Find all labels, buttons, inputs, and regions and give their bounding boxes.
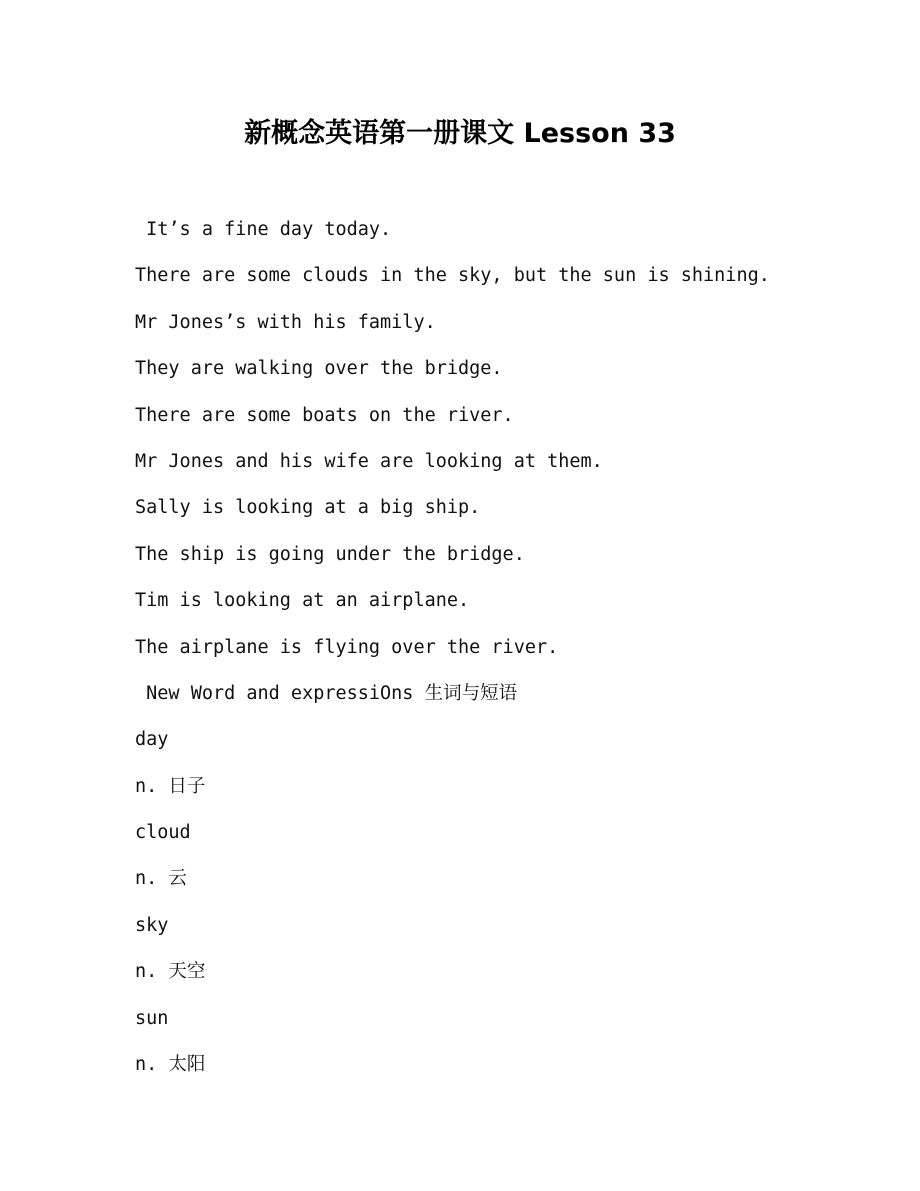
text-line: There are some clouds in the sky, but the sun is shining. xyxy=(135,265,770,287)
vocab-word: cloud xyxy=(135,822,191,844)
text-line: Mr Jones’s with his family. xyxy=(135,311,436,333)
text-line: It’s a fine day today. xyxy=(135,219,392,240)
vocab-definition: n. 日子 xyxy=(135,775,206,797)
text-line: They are walking over the bridge. xyxy=(135,358,503,380)
vocab-word: day xyxy=(135,729,169,751)
text-line: Tim is looking at an airplane. xyxy=(135,590,470,612)
vocabulary-heading: New Word and expressiOns 生词与短语 xyxy=(135,682,518,704)
text-line: The ship is going under the bridge. xyxy=(135,543,525,565)
vocab-word: sun xyxy=(135,1007,169,1029)
vocab-definition: n. 天空 xyxy=(135,961,206,983)
document-title: 新概念英语第一册课文 Lesson 33 xyxy=(244,118,676,149)
text-line: Mr Jones and his wife are looking at them. xyxy=(135,450,603,472)
vocab-word: sky xyxy=(135,914,169,936)
text-line: There are some boats on the river. xyxy=(135,404,514,426)
vocab-definition: n. 太阳 xyxy=(135,1054,206,1076)
text-line: The airplane is flying over the river. xyxy=(135,636,559,658)
text-line: Sally is looking at a big ship. xyxy=(135,497,481,519)
lesson-text xyxy=(135,207,895,1088)
vocab-definition: n. 云 xyxy=(135,868,187,890)
